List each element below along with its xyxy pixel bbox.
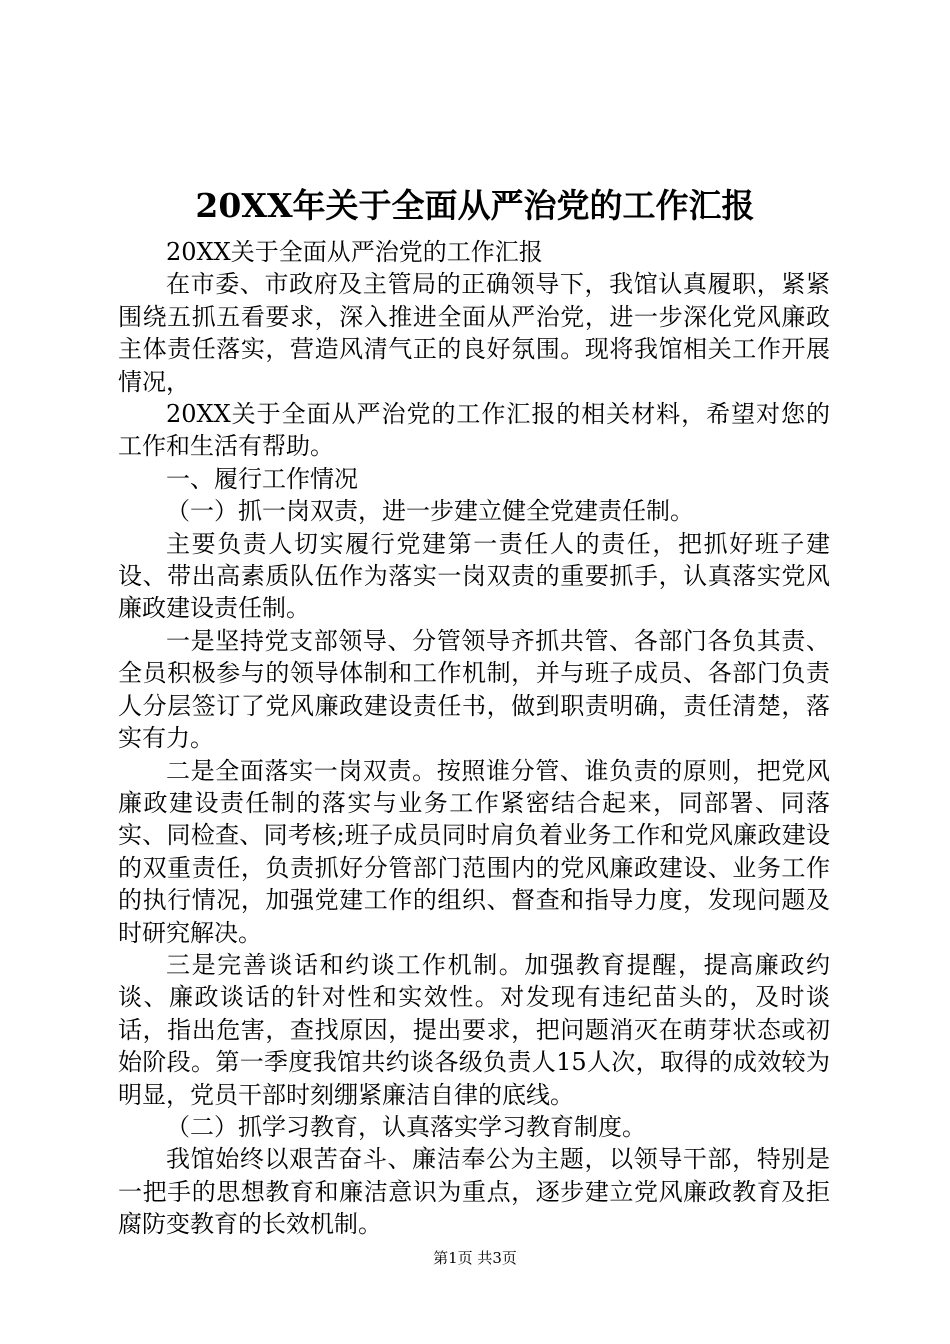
page-footer: 第1页 共3页 — [433, 1249, 517, 1267]
paragraph: 我馆始终以艰苦奋斗、廉洁奉公为主题，以领导干部，特别是一把手的思想教育和廉洁意识为重点，逐步建立党风廉政教育及拒腐防变教育的长效机制。 — [118, 1145, 830, 1239]
document-title: 20XX年关于全面从严治党的工作汇报 — [195, 186, 755, 225]
paragraph: 一是坚持党支部领导、分管领导齐抓共管、各部门各负其责、全员积极参与的领导体制和工作机制，并与班子成员、各部门负责人分层签订了党风廉政建设责任书，做到职责明确，责任清楚，落实有力。 — [118, 626, 830, 753]
paragraph: 20XX关于全面从严治党的工作汇报的相关材料，希望对您的工作和生活有帮助。 — [118, 400, 830, 461]
paragraph: 二是全面落实一岗双责。按照谁分管、谁负责的原则，把党风廉政建设责任制的落实与业务工作紧密结合起来，同部署、同落实、同检查、同考核;班子成员同时肩负着业务工作和党风廉政建设的双重责任，负责抓好分管部门范围内的党风廉政建设、业务工作的执行情况，加强党建工作的组织、督查和指导力度，发现问题及时研究解决。 — [118, 756, 830, 947]
document-body — [118, 236, 830, 1241]
paragraph: 在市委、市政府及主管局的正确领导下，我馆认真履职，紧紧围绕五抓五看要求，深入推进全面从严治党，进一步深化党风廉政主体责任落实，营造风清气正的良好氛围。现将我馆相关工作开展情况， — [118, 270, 830, 396]
paragraph: 主要负责人切实履行党建第一责任人的责任，把抓好班子建设、带出高素质队伍作为落实一岗双责的重要抓手，认真落实党风廉政建设责任制。 — [118, 529, 830, 623]
section-heading: 一、履行工作情况 — [166, 464, 358, 493]
subsection-heading: （二）抓学习教育，认真落实学习教育制度。 — [166, 1112, 646, 1141]
paragraph: 三是完善谈话和约谈工作机制。加强教育提醒，提高廉政约谈、廉政谈话的针对性和实效性。对发现有违纪苗头的，及时谈话，指出危害，查找原因，提出要求，把问题消灭在萌芽状态或初始阶段。第一季度我馆共约谈各级负责人15人次，取得的成效较为明显，党员干部时刻绷紧廉洁自律的底线。 — [118, 950, 830, 1109]
subsection-heading: （一）抓一岗双责，进一步建立健全党建责任制。 — [166, 497, 694, 526]
paragraph: 20XX关于全面从严治党的工作汇报 — [166, 238, 543, 266]
